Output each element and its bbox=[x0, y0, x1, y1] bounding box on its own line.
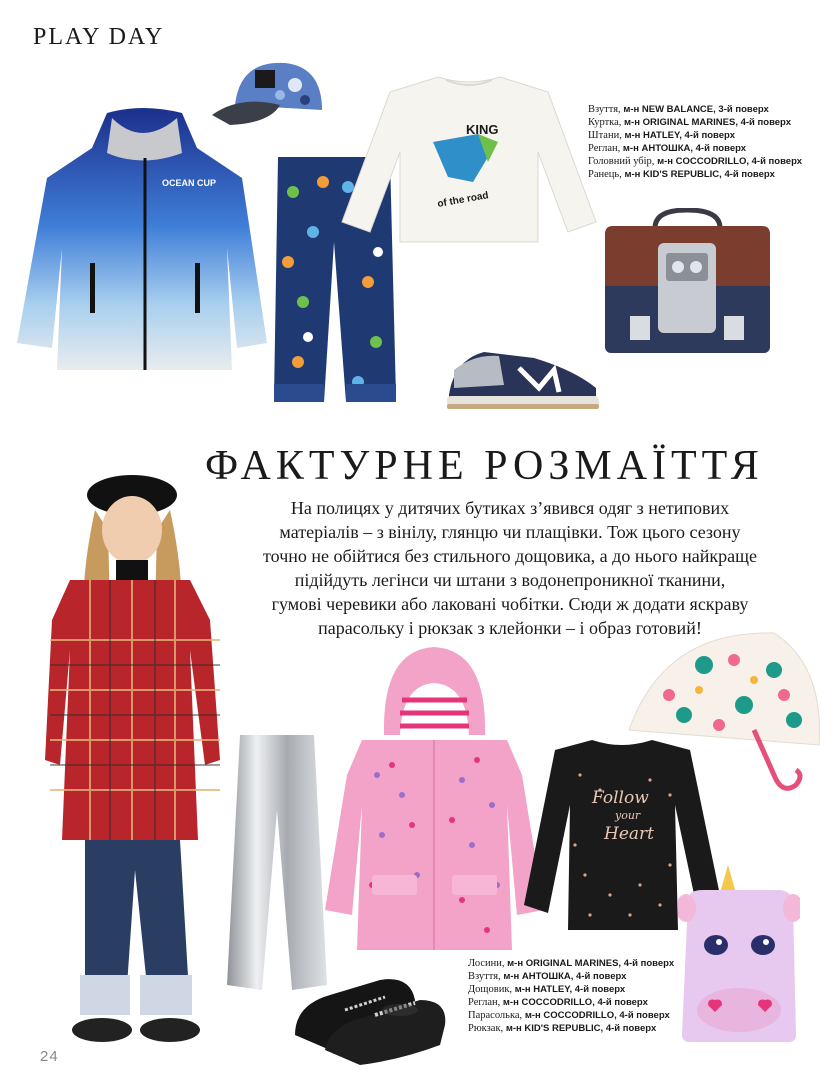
headline: ФАКТУРНЕ РОЗМАЇТТЯ bbox=[205, 443, 764, 489]
pink-raincoat-image bbox=[322, 645, 547, 955]
credit-line: Реглан, м-н АНТОШКА, 4-й поверх bbox=[588, 143, 747, 154]
jacket-brand-text: OCEAN CUP bbox=[162, 178, 217, 188]
body-line: гумові черевики або лаковані чобітки. Сюди ж додати яскраву bbox=[271, 594, 749, 614]
sweater-line1: Follow bbox=[592, 788, 649, 808]
credit-line: Парасолька, м-н COCCODRILLO, 4-й поверх bbox=[468, 1010, 670, 1021]
section-label: PLAY DAY bbox=[33, 24, 165, 50]
tee-word-bottom: of the road bbox=[436, 190, 490, 210]
credit-line: Куртка, м-н ORIGINAL MARINES, 4-й поверх bbox=[588, 117, 792, 128]
tee-word-top: KING bbox=[466, 122, 499, 137]
body-line: матеріалів – з вінілу, глянцю чи плащівки. Тож цього сезону bbox=[279, 522, 741, 542]
body-text bbox=[230, 496, 790, 640]
sweater-line3: Heart bbox=[604, 824, 654, 844]
patent-loafers-image bbox=[290, 965, 450, 1070]
credit-line: Взуття, м-н АНТОШКА, 4-й поверх bbox=[468, 971, 627, 982]
credit-line: Реглан, м-н COCCODRILLO, 4-й поверх bbox=[468, 997, 648, 1008]
credits-bottom bbox=[468, 957, 708, 1035]
credit-line: Ранець, м-н KID'S REPUBLIC, 4-й поверх bbox=[588, 169, 775, 180]
page-number: 24 bbox=[40, 1048, 59, 1065]
girl-model-image bbox=[40, 470, 230, 1050]
king-tee-image bbox=[338, 72, 600, 247]
credit-line: Рюкзак, м-н KID'S REPUBLIC, 4-й поверх bbox=[468, 1023, 657, 1034]
credit-line: Взуття, м-н NEW BALANCE, 3-й поверх bbox=[588, 104, 769, 115]
body-line: На полицях у дитячих бутиках з’явився одяг з нетипових bbox=[290, 498, 730, 518]
sweater-line2: your bbox=[615, 809, 641, 822]
body-line: парасольку і рюкзак з клейонки – і образ готовий! bbox=[318, 618, 702, 638]
robot-satchel-image bbox=[600, 208, 775, 358]
body-line: точно не обійтися без стильного дощовика, а до нього найкраще bbox=[263, 546, 757, 566]
sneaker-image bbox=[444, 340, 602, 412]
credit-line: Головний убір, м-н COCCODRILLO, 4-й поверх bbox=[588, 156, 803, 167]
body-line: підійдуть легінси чи штани з водонепроникної тканини, bbox=[294, 570, 726, 590]
credit-line: Лосини, м-н ORIGINAL MARINES, 4-й поверх bbox=[468, 958, 675, 969]
credit-line: Дощовик, м-н HATLEY, 4-й поверх bbox=[468, 984, 626, 995]
credit-line: Штани, м-н HATLEY, 4-й поверх bbox=[588, 130, 735, 141]
silver-leggings-image bbox=[222, 730, 332, 995]
credits-top bbox=[588, 103, 828, 181]
jacket-image bbox=[12, 108, 272, 380]
